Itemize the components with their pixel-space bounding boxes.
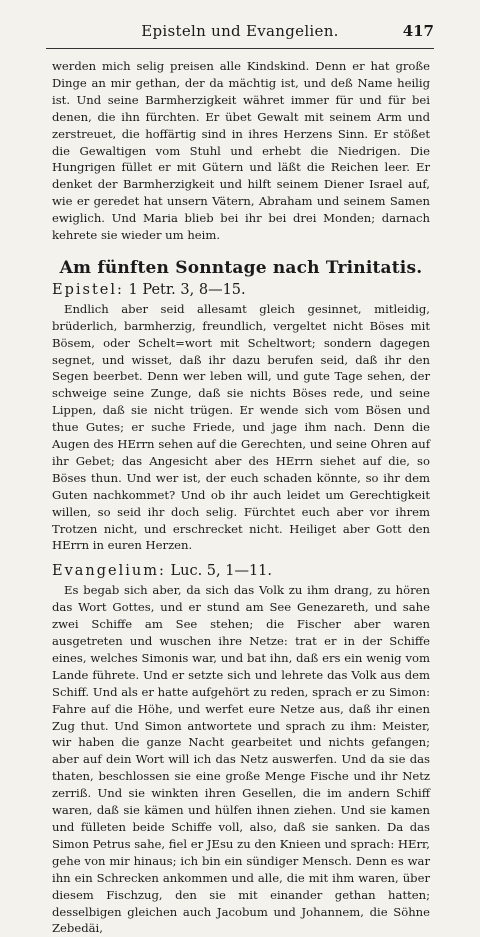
header-rule <box>46 48 434 49</box>
gospel-reference: Luc. 5, 1—11. <box>170 563 273 580</box>
running-head <box>0 22 480 44</box>
gospel-label: Evangelium: <box>52 563 166 580</box>
spacer <box>52 554 430 561</box>
running-title: Episteln und Evangelien. <box>141 22 339 40</box>
epistle-reference: 1 Petr. 3, 8—15. <box>128 281 246 298</box>
gospel-text: Es begab sich aber, da sich das Volk zu ihm drang, zu hören das Wort Gottes, und er stund am See Genezareth, und sahe zwei Schiffe am See stehen; die Fischer aber waren ausgetreten und wuschen ihre Netze: trat er in der Schiffe eines, welches Simonis war, und bat ihn, daß ers ein wenig vom Lande führete. Und er setzte sich und lehrete das Volk aus dem Schiff. Und als er hatte aufgehört zu reden, sprach er zu Simon: Fahre auf die Höhe, und werfet eure Netze aus, daß ihr einen Zug thut. Und Simon antwortete und sprach zu ihm: Meister, wir haben die ganze Nacht gearbeitet und nichts gefangen; aber auf dein Wort will ich das Netz auswerfen. Und da sie das thaten, beschlossen sie eine große Menge Fische und ihr Netz zerriß. Und sie winkten ihren Gesellen, die im andern Schiff waren, daß sie kämen und hülfen ihnen ziehen. Und sie kamen und fülleten beide Schiffe voll, also, daß sie sanken. Da das Simon Petrus sahe, fiel er JEsu zu den Knieen und sprach: HErr, gehe von mir hinaus; ich bin ein sündiger Mensch. Denn es war ihn ein Schrecken ankommen und alle, die mit ihm waren, über diesem Fischzug, den sie mit einander gethan hatten; desselbigen gleichen auch Jacobum und Johannem, die Söhne Zebedäi, <box>52 583 430 936</box>
epistle-text: Endlich aber seid allesamt gleich gesinnet, mitleidig, brüderlich, barmherzig, freundlich, vergeltet nicht Böses mit Bösem, oder Schelt=wort mit Scheltwort; sondern dagegen segnet, und wisset, daß ihr dazu berufen seid, daß ihr den Segen beerbet. Denn wer leben will, und gute Tage sehen, der schweige seine Zunge, daß sie nichts Böses rede, und seine Lippen, daß sie nicht trügen. Er wende sich vom Bösen und thue Gutes; er suche Friede, und jage ihm nach. Denn die Augen des HErrn sehen auf die Gerechten, und seine Ohren auf ihr Gebet; das Angesicht aber des HErrn siehet auf die, so Böses thun. Und wer ist, der euch schaden könnte, so ihr dem Guten nachkommet? Und ob ihr auch leidet um Gerechtigkeit willen, so seid ihr doch selig. Fürchtet euch aber vor ihrem Trotzen nicht, und erschrecket nicht. Heiliget aber Gott den HErrn in euren Herzen. <box>52 301 430 553</box>
page-number: 417 <box>402 22 434 40</box>
epistle-heading <box>52 282 430 299</box>
gospel-heading <box>52 563 430 580</box>
intro-paragraph: werden mich selig preisen alle Kindskind. Denn er hat große Dinge an mir gethan, der da mächtig ist, und deß Name heilig ist. Und seine Barmherzigkeit währet immer für und für bei denen, die ihn fürchten. Er übet Gewalt mit seinem Arm und zerstreuet, die hoffärtig sind in ihres Herzens Sinn. Er stößet die Gewaltigen vom Stuhl und erhebt die Niedrigen. Die Hungrigen füllet er mit Gütern und läßt die Reichen leer. Er denket der Barmherzigkeit und hilft seinem Diener Israel auf, wie er geredet hat unsern Vätern, Abraham und seinem Samen ewiglich. Und Maria blieb bei ihr bei drei Monden; darnach kehrete sie wieder um heim. <box>52 59 430 243</box>
page-body <box>52 58 430 937</box>
section-heading: Am fünften Sonntage nach Trinitatis. <box>59 257 423 278</box>
epistle-label: Epistel: <box>52 281 124 298</box>
